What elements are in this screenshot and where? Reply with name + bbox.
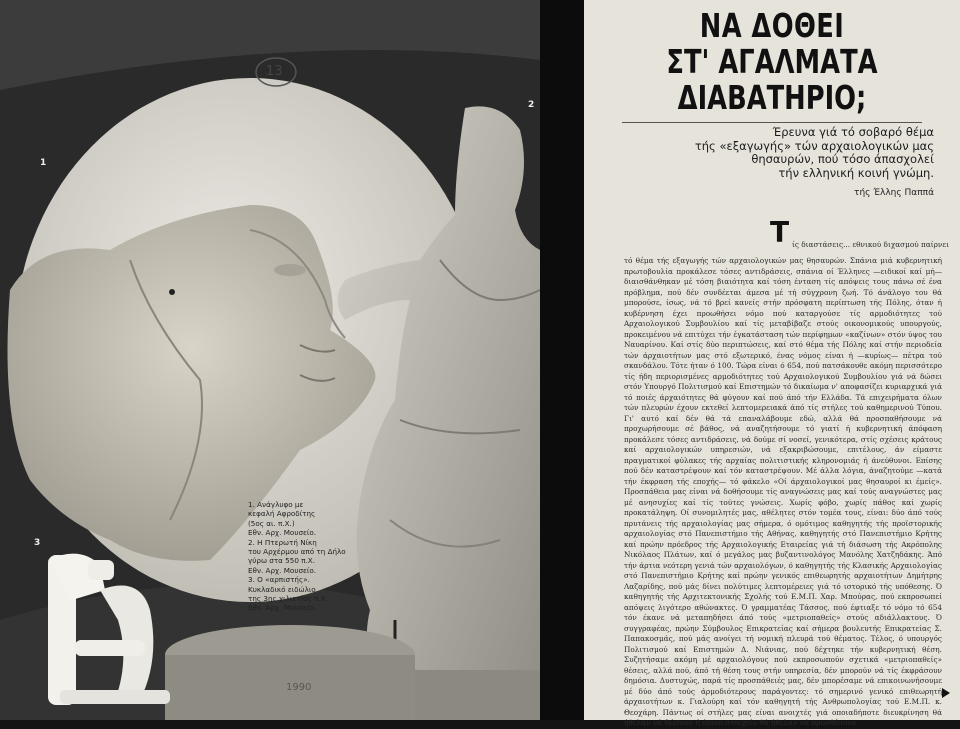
body-text: τό θέμα τής εξαγωγής τών αρχαιολογικών μας θησαυρών. Σπάνια μιά κυβερνητική πρωτοβουλία προκάλεσε τόσες αντιδράσεις, σπάνια οί Έλληνες —ειδικοί καί μή— διαισθάνθηκαν μέ τόση βιαιότητα καί τόση ένταση τίς απόψεις τους πάνω σέ ένα πρόβλημα, πού δέν συνδέεται άμεσα μέ τή σύγχρονη ζωή. Τό άνάλογο του θά μπορούσε, ίσως, νά τό βρεί κανείς στήν πρόσφατη περίπτωση τής Πόλης, όταν ή κυβέρνηση έχει προωθήσει νόμο πού καταργούσε τίς αρμοδιότητες τού Αρχαιολογικού Συμβουλίου καί τίς μεταβίβαζε στούς οικονομικούς υπουργούς, προκειμένου νά επιτύχει τήν έγκατάσταση τών περίφημων «καζίνων» στόν ύψος του Ναυαρίνου. Καί στίς δύο περιπτώσεις, καί στό θέμα τής Πόλης καί στήν περιοδεία τών άρχαιοτήτων μας στό εξωτερικό, ένας νόμος είναι ή —κυρίως— πέτρα τού σκανδάλου. Τότε ήταν ό 100. Τώρα είναι ό 654, πού πατσάκουθε ακόμη περισσότερο τίς ήδη περιορισμένες αρμοδιότητες τού Αρχαιολογικού Συμβουλίου γιά νά δώσει στόν Υπουργό Πολιτισμού καί Επιστημών τό δικαίωμα ν' αποφασίζει κυριαρχικά γιά τό ποιές άρχαιότητες θά φύγουν καί πού άπό τήν Ελλάδα. Τά επιχειρήματα όλων τών πλευρών έχουν εκτεθεί λεπτομερειακά άπό τίς στήλες τού καθημερινού Τύπου. Γι' αυτό καί δέν θά τά επαναλάβουμε εδώ, αλλά θά προσπαθήσουμε νά προχωρήσουμε σέ βάθος, νά αναζητήσουμε τό γιατί ή κυβερνητική άπόφαση προκάλεσε τόσες αντιδράσεις, νά δούμε σί νοσεί, γενικότερα, στίς σχέσεις κράτους καί αρχαιολογικών υπηρεσιών, νά εξακριβώσουμε, επιτέλους, άν είμαστε πραγματικοί φύλακες τής αρχαίας πολιτιστικής κληρονομιάς ή άνεύθυνοι. Επίσης πού δέν καταστρέψουν καί τόν καταστρέψουν. Μέ άλλα λόγια, άναζητούμε —κατά τήν έκφραση τής εποχής— τό φάκελο «Οί άρχαιολογικοί μας θησαυροί κι έμείς». Προσπάθεια μας είναι νά δοθήσουμε τίς αναγνώσεις μας καί τούς αναγνώστες μας μέ ανησυχίες καί τίς τούτες γνώσεις. Χωρίς φόβο, χωρίς πάθος καί χωρίς προκατάληψη. Οί συνομιλητές μας, αθέλητες στόν τομέα τους, είναι: δύο άπό τούς πρυτάνεις τής αρχαιολογίας μας σήμερα, ό ομότιμος καθηγητής τής προϊστορικής αρχαιολογίας στό Πανεπιστήμιο τής Αθήνας, καθηγητής στό Πανεπιστήμιο Κρήτης καί πρώην πρόεδρος τής Αρχαιολογικής Εταιρείας γιά τή διάσωση τής Ακρόπολης Νικόλαος Πλάτων, καί ό μεγάλος μας βυζαντινολόγος Μανόλης Χατζηδάκης. Άπό τήν άρτια νεότερη γενιά τών αρχαιολόγων, ό καθηγητής τής Κλασικής Αρχαιολογίας στό Πανεπιστήμιο Κρήτης καί πρώην γενικός επιθεωρητής αρχαιοτήτων Δημήτρης Λαζαρίδης, πού μάς δίνει πολύτιμες λεπτομέρειες γιά τό ιστορικό τής υπόθεσης. Ό καθηγητής τής Αρχιτεκτονικής Σχολής τού Ε.Μ.Π. Χαρ. Μπούρας, πού εκπροσωπεί απόψεις λιγότερο αθώνακτες. Ό γραμματέας Τάσσος, πού έφτιαξε τό νόμο τό 654 τόν έκανε νά μεταπηδήσει άπό τούς «μετριοπαθείς» στούς αδιάλλακτους. Ό συγγραφέας, πρώην Σύμβουλος Επικρατείας καί σήμερα βουλευτής Επικρατείας Σ. Παπακοσμάς, πού μάς ανοίγει τή νομική πλευρά τού θέματος. Τέλος, ό υπουργός Πολιτισμού καί Επιστημών Δ. Νιάνιας, πού δέχτηκε τήν κυβερνητική θέση. Συζητήσαμε ακόμη μέ αρχαιολόγους πού εκπροσωπούν σχετικά «μετριοπαθείς» θέσεις, αλλά πού, άπό τή θέση τους στήν υπηρεσία, δέν μπορούν νά τίς έκφράσουν δημόσια. Δυστυχώς, παρά τίς προσπάθειές μας, δέν μπορέσαμε νά επικοινωνήσουμε μέ δύο άπό τούς άρμοδιότερους παράγοντες: τό σημερινό γενικό επιθεωρητή άρχαιοτήτων κ. Γιαλούρη καί τόν καθηγητή τής Ανθρωπολογίας τού Ε.Μ.Π. κ. Θεοχάρη. Πάντως οί στήλες μας είναι ανοιχτές γιά οποιαδήποτε διευκρίνηση θά ήθελαν νά δώσουν ή όποιο στοιχείο θά ήθελαν νά προσθέσουν. (624, 256, 942, 727)
page-gutter (540, 0, 584, 720)
article-subtitle (676, 126, 934, 180)
subtitle-line: θησαυρών, πού τόσο άπασχολεί (751, 152, 934, 166)
article-page (584, 0, 960, 727)
caption-line: 3. Ο «αρπιστής». (248, 575, 310, 585)
figure-number-1: 1 (40, 158, 47, 168)
caption-line: του Αρχέρμου από τη Δήλο (248, 547, 346, 557)
article-body (624, 240, 949, 729)
caption-line: Εθν. Αρχ. Μουσείο. (248, 565, 317, 575)
figure-number-3: 3 (34, 538, 41, 548)
body-first-line: ίς διαστάσεις... εθνικού διχασμού παίρνει (792, 240, 949, 249)
caption-line: γύρω στα 550 π.Χ. (248, 556, 316, 566)
caption-line: κεφαλή Αφροδίτης (248, 509, 316, 519)
caption-line: Εθν. Αρχ. Μουσείο. (248, 603, 317, 613)
byline: τής Έλλης Παππά (854, 188, 934, 198)
subtitle-line: τής «εξαγωγής» τών αρχαιολογικών μας (694, 138, 934, 153)
handwritten-page-number: 13 (266, 64, 283, 79)
caption-line: (5ος αι. π.Χ.) (248, 518, 295, 528)
figure-number-2: 2 (528, 100, 535, 110)
headline-line-1: ΝΑ ΔΟΘΕΙ (699, 6, 845, 45)
headline-rule (622, 122, 922, 123)
drop-cap: Τ (770, 216, 790, 249)
year-stamp: 1990 (286, 682, 312, 693)
subtitle-line: τήν ελληνική κοινή γνώμη. (778, 165, 934, 180)
caption-line: Κυκλαδικό ειδώλιο (248, 584, 316, 594)
headline-line-2: ΣΤ' ΑΓΑΛΜΑΤΑ (666, 42, 878, 81)
subtitle-line: Έρευνα γιά τό σοβαρό θέμα (772, 125, 934, 139)
headline-line-3: ΔΙΑΒΑΤΗΡΙΟ; (677, 78, 867, 117)
caption-line: 2. Η Πτερωτή Νίκη (248, 537, 317, 547)
caption-line: Εθν. Αρχ. Μουσείο. (248, 528, 317, 538)
photo-caption (248, 500, 356, 613)
caption-line: της 3ης χιλιετίας π.Χ. (248, 594, 328, 604)
caption-line: 1. Ανάγλυφο με (248, 500, 304, 509)
continue-arrow-icon (942, 688, 950, 698)
